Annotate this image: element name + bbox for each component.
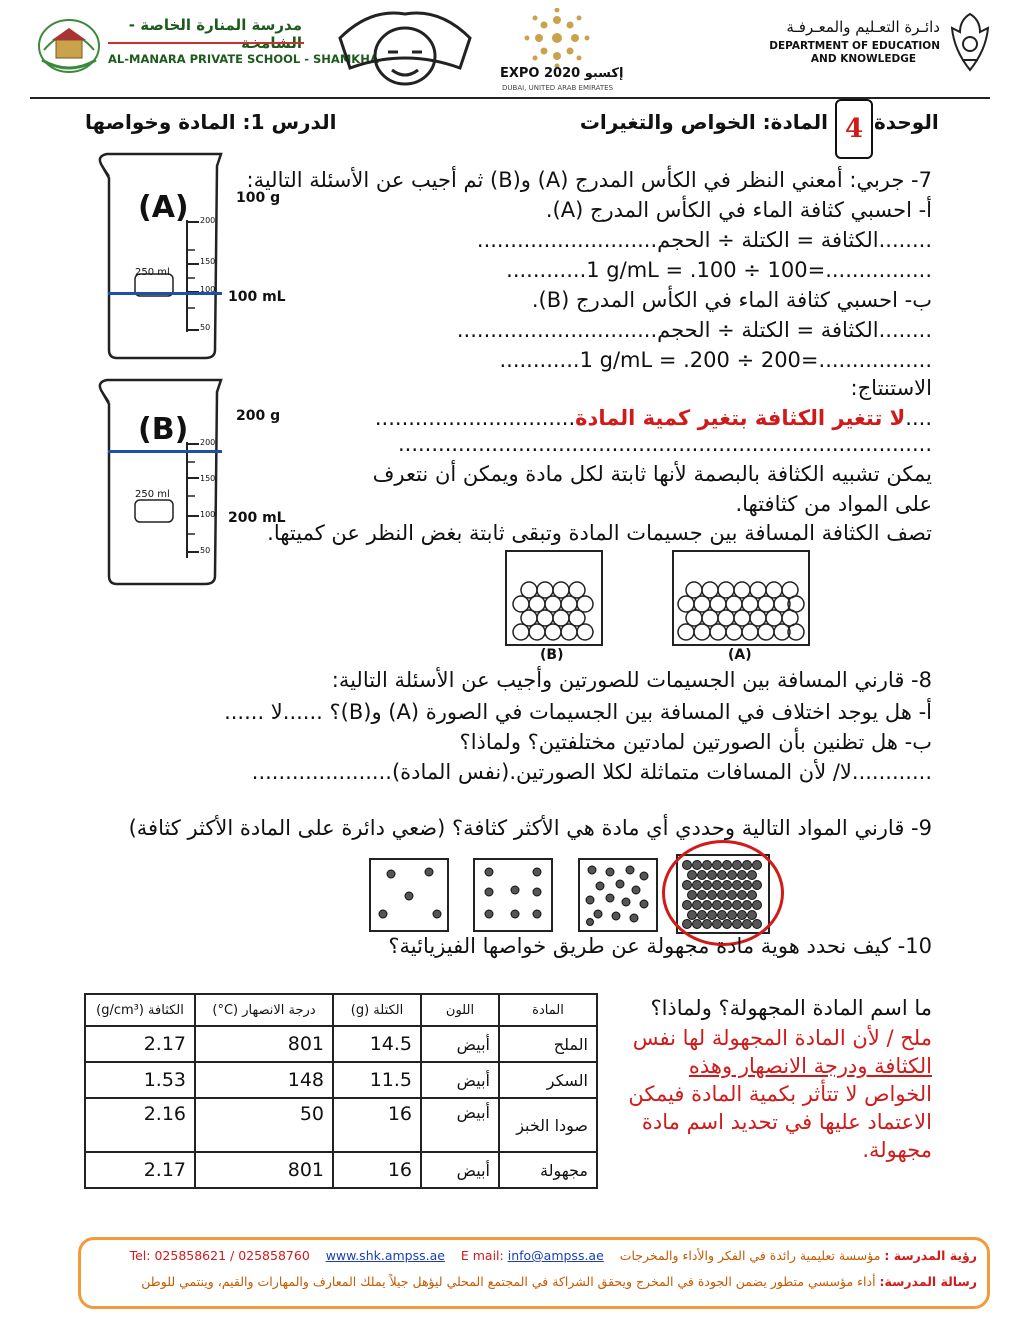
particle-box-a-label: (A) bbox=[728, 647, 752, 663]
q8-prompt: 8- قارني المسافة بين الجسيمات للصورتين وأجيب عن الأسئلة التالية: bbox=[331, 668, 932, 692]
expo-subtitle: DUBAI, UNITED ARAB EMIRATES bbox=[502, 84, 614, 92]
q10-sub-question: ما اسم المادة المجهولة؟ ولماذا؟ bbox=[650, 996, 932, 1020]
school-crest-icon bbox=[34, 10, 104, 78]
beaker-a-label: (A) bbox=[138, 190, 189, 225]
beaker-b-tick-50: 50 bbox=[200, 546, 211, 555]
table-cell: 16 bbox=[333, 1152, 421, 1188]
unit-number: 4 bbox=[844, 114, 864, 144]
substance-box-3-drawing bbox=[580, 860, 656, 930]
school-name-en: AL-MANARA PRIVATE SCHOOL - SHAMKHA bbox=[108, 52, 379, 66]
conclusion-label: الاستنتاج: bbox=[850, 376, 932, 400]
properties-table bbox=[84, 993, 598, 1189]
school-logo-block bbox=[34, 10, 379, 80]
table-cell: أبيض bbox=[421, 1026, 499, 1062]
q10-answer bbox=[612, 1024, 932, 1164]
beaker-a-tick-200: 200 bbox=[200, 216, 216, 225]
q9-prompt: 9- قارني المواد التالية وحددي أي مادة هي الأكثر كثافة؟ (ضعي دائرة على المادة الأكثر كثافة) bbox=[128, 816, 932, 840]
footer-tel: Tel: 025858621 / 025858760 bbox=[129, 1248, 310, 1263]
table-cell: 2.17 bbox=[85, 1026, 195, 1062]
beaker-a-tick-100: 100 bbox=[200, 285, 216, 294]
table-cell: أبيض bbox=[421, 1062, 499, 1098]
q7-a-line2-en: ............1 g/mL = .100 ÷ 100 bbox=[506, 258, 808, 282]
beaker-b-mass: 200 g bbox=[236, 408, 281, 424]
q7-b-prompt: ب- احسبي كثافة الماء في الكأس المدرج (B). bbox=[531, 288, 932, 312]
fingerprint-line-1: يمكن تشبيه الكثافة بالبصمة لأنها ثابتة لكل مادة ويمكن أن نتعرف bbox=[372, 462, 932, 486]
q10-answer-line: ملح / لأن المادة المجهولة لها نفس bbox=[632, 1026, 932, 1050]
school-name-divider bbox=[108, 42, 304, 44]
header-cell: الكثافة (g/cm³) bbox=[85, 994, 195, 1026]
density-description: تصف الكثافة المسافة بين جسيمات المادة وتبقى ثابتة بغض النظر عن كميتها. bbox=[267, 521, 932, 545]
table-row bbox=[85, 1152, 597, 1188]
beaker-b-volume: 200 mL bbox=[228, 510, 286, 526]
q7-a-line2-ar: =................ bbox=[807, 258, 932, 282]
table-cell: 2.16 bbox=[85, 1098, 195, 1152]
table-cell: السكر bbox=[499, 1062, 597, 1098]
q8-a: أ- هل يوجد اختلاف في المسافة بين الجسيمات في الصورة (A) و(B)؟ ......لا ...... bbox=[224, 700, 932, 724]
substance-box-3 bbox=[578, 858, 658, 932]
particle-box-a bbox=[672, 550, 810, 646]
q7-b-line2-ar: =................. bbox=[800, 348, 932, 372]
footer-email bbox=[461, 1248, 604, 1263]
q7-b-line1: ........الكثافة = الكتلة ÷ الحجم.............................. bbox=[456, 318, 932, 342]
beaker-b-tick-150: 150 bbox=[200, 474, 216, 483]
particle-box-b-label: (B) bbox=[540, 647, 564, 663]
q10-answer-line: الاعتماد عليها في تحديد اسم مادة bbox=[641, 1110, 932, 1134]
mission-label: رسالة المدرسة: bbox=[879, 1274, 977, 1289]
q8-b-answer: ............لا/ لأن المسافات متماثلة لكلا الصورتين.(نفس المادة)..................... bbox=[251, 760, 932, 784]
table-cell: الملح bbox=[499, 1026, 597, 1062]
table-row bbox=[85, 1098, 597, 1152]
falcon-emblem-icon bbox=[946, 10, 994, 74]
fingerprint-line-2: على المواد من كثافتها. bbox=[735, 492, 932, 516]
unit-label: الوحدة bbox=[874, 110, 939, 134]
school-name-ar: مدرسة المنارة الخاصة - الشامخة bbox=[128, 16, 302, 52]
beaker-a-mass: 100 g bbox=[236, 190, 281, 206]
table-row bbox=[85, 1062, 597, 1098]
particle-box-b-drawing bbox=[507, 552, 601, 644]
mission-text: أداء مؤسسي متطور يضمن الجودة في المخرج ويحقق الشراكة في المجتمع المحلي ليؤهل جيلاً يملك المعارف والمهارات والقيم، وينتمي للوطن bbox=[141, 1274, 876, 1289]
table-cell: 2.17 bbox=[85, 1152, 195, 1188]
beaker-a-tick-50: 50 bbox=[200, 323, 211, 332]
header-cell: الكتلة (g) bbox=[333, 994, 421, 1026]
table-cell: 14.5 bbox=[333, 1026, 421, 1062]
department-name-en-1: DEPARTMENT OF EDUCATION bbox=[769, 40, 940, 52]
footer-vision-line bbox=[130, 1248, 977, 1263]
q10-answer-line: الكثافة ودرجة الانصهار وهذه bbox=[688, 1054, 932, 1078]
densest-selection-circle bbox=[662, 840, 784, 946]
conclusion-dots-start: .... bbox=[905, 406, 932, 430]
expo-logo-block bbox=[330, 8, 680, 92]
particle-box-a-drawing bbox=[674, 552, 808, 644]
unit-number-box bbox=[835, 99, 873, 159]
table-row bbox=[85, 1026, 597, 1062]
substance-box-1-drawing bbox=[371, 860, 447, 930]
footer-box bbox=[78, 1237, 990, 1309]
footer-email-link[interactable]: info@ampss.ae bbox=[507, 1248, 604, 1263]
water-line-b bbox=[108, 450, 222, 453]
q7-a-prompt: أ- احسبي كثافة الماء في الكأس المدرج (A). bbox=[545, 198, 932, 222]
table-cell: 801 bbox=[195, 1026, 333, 1062]
q10-answer-line: مجهولة. bbox=[862, 1138, 932, 1162]
table-cell: 1.53 bbox=[85, 1062, 195, 1098]
conclusion-answer: لا تتغير الكثافة بتغير كمية المادة bbox=[575, 406, 906, 430]
department-name-en-2: AND KNOWLEDGE bbox=[810, 53, 916, 65]
footer-website-link[interactable]: www.shk.ampss.ae bbox=[325, 1248, 445, 1263]
table-cell: أبيض bbox=[421, 1152, 499, 1188]
header-cell: المادة bbox=[499, 994, 597, 1026]
table-cell: 50 bbox=[195, 1098, 333, 1152]
q7-prompt: 7- جربي: أمعني النظر في الكأس المدرج (A) و(B) ثم أجيب عن الأسئلة التالية: bbox=[246, 168, 932, 192]
leader-portrait-icon bbox=[330, 8, 480, 92]
q8-b: ب- هل تظنين بأن الصورتين لمادتين مختلفتين؟ ولماذا؟ bbox=[459, 730, 932, 754]
subject-title: المادة: الخواص والتغيرات bbox=[579, 110, 828, 134]
table-cell: 148 bbox=[195, 1062, 333, 1098]
conclusion-dots-line: ................................................................................ bbox=[397, 432, 932, 456]
header-cell: درجة الانصهار (C°) bbox=[195, 994, 333, 1026]
beaker-b-tick-100: 100 bbox=[200, 510, 216, 519]
table-cell: مجهولة bbox=[499, 1152, 597, 1188]
table-header-row bbox=[85, 994, 597, 1026]
table-cell: 11.5 bbox=[333, 1062, 421, 1098]
beaker-b-label: (B) bbox=[138, 412, 189, 447]
substance-box-1 bbox=[369, 858, 449, 932]
header-cell: اللون bbox=[421, 994, 499, 1026]
table-cell: أبيض bbox=[421, 1098, 499, 1152]
email-label: E mail: bbox=[460, 1248, 504, 1263]
q7-a-line1: ........الكثافة = الكتلة ÷ الحجم........................... bbox=[476, 228, 932, 252]
beaker-a-capacity: 250 ml bbox=[135, 267, 170, 278]
table-cell: 16 bbox=[333, 1098, 421, 1152]
vision-text: مؤسسة تعليمية رائدة في الفكر والأداء والمخرجات bbox=[619, 1248, 881, 1263]
expo-text: EXPO 2020 إكسبو bbox=[500, 66, 624, 81]
beaker-a-volume: 100 mL bbox=[228, 289, 286, 305]
q7-b-line2 bbox=[499, 348, 932, 372]
substance-box-2 bbox=[473, 858, 553, 932]
particle-box-b bbox=[505, 550, 603, 646]
substance-box-2-drawing bbox=[475, 860, 551, 930]
beaker-b bbox=[95, 376, 225, 591]
department-block bbox=[760, 10, 996, 80]
table-cell: صودا الخبز bbox=[499, 1098, 597, 1152]
q10-answer-line: الخواص لا تتأثر بكمية المادة فيمكن bbox=[628, 1082, 932, 1106]
beaker-a-tick-150: 150 bbox=[200, 257, 216, 266]
department-name-ar: دائـرة التعـليم والمعـرفـة bbox=[786, 18, 940, 36]
beaker-b-capacity: 250 ml bbox=[135, 489, 170, 500]
vision-label: رؤية المدرسة : bbox=[884, 1248, 977, 1263]
q7-b-line2-en: ............1 g/mL = .200 ÷ 200 bbox=[499, 348, 801, 372]
q10-prompt: 10- كيف نحدد هوية مادة مجهولة عن طريق خواصها الفيزيائية؟ bbox=[388, 934, 932, 958]
lesson-title: الدرس 1: المادة وخواصها bbox=[85, 110, 337, 134]
conclusion-answer-line bbox=[375, 406, 932, 430]
table-cell: 801 bbox=[195, 1152, 333, 1188]
beaker-b-tick-200: 200 bbox=[200, 438, 216, 447]
conclusion-dots-end: .............................. bbox=[374, 406, 576, 430]
footer-mission-line bbox=[141, 1274, 977, 1289]
q7-a-line2 bbox=[506, 258, 932, 282]
